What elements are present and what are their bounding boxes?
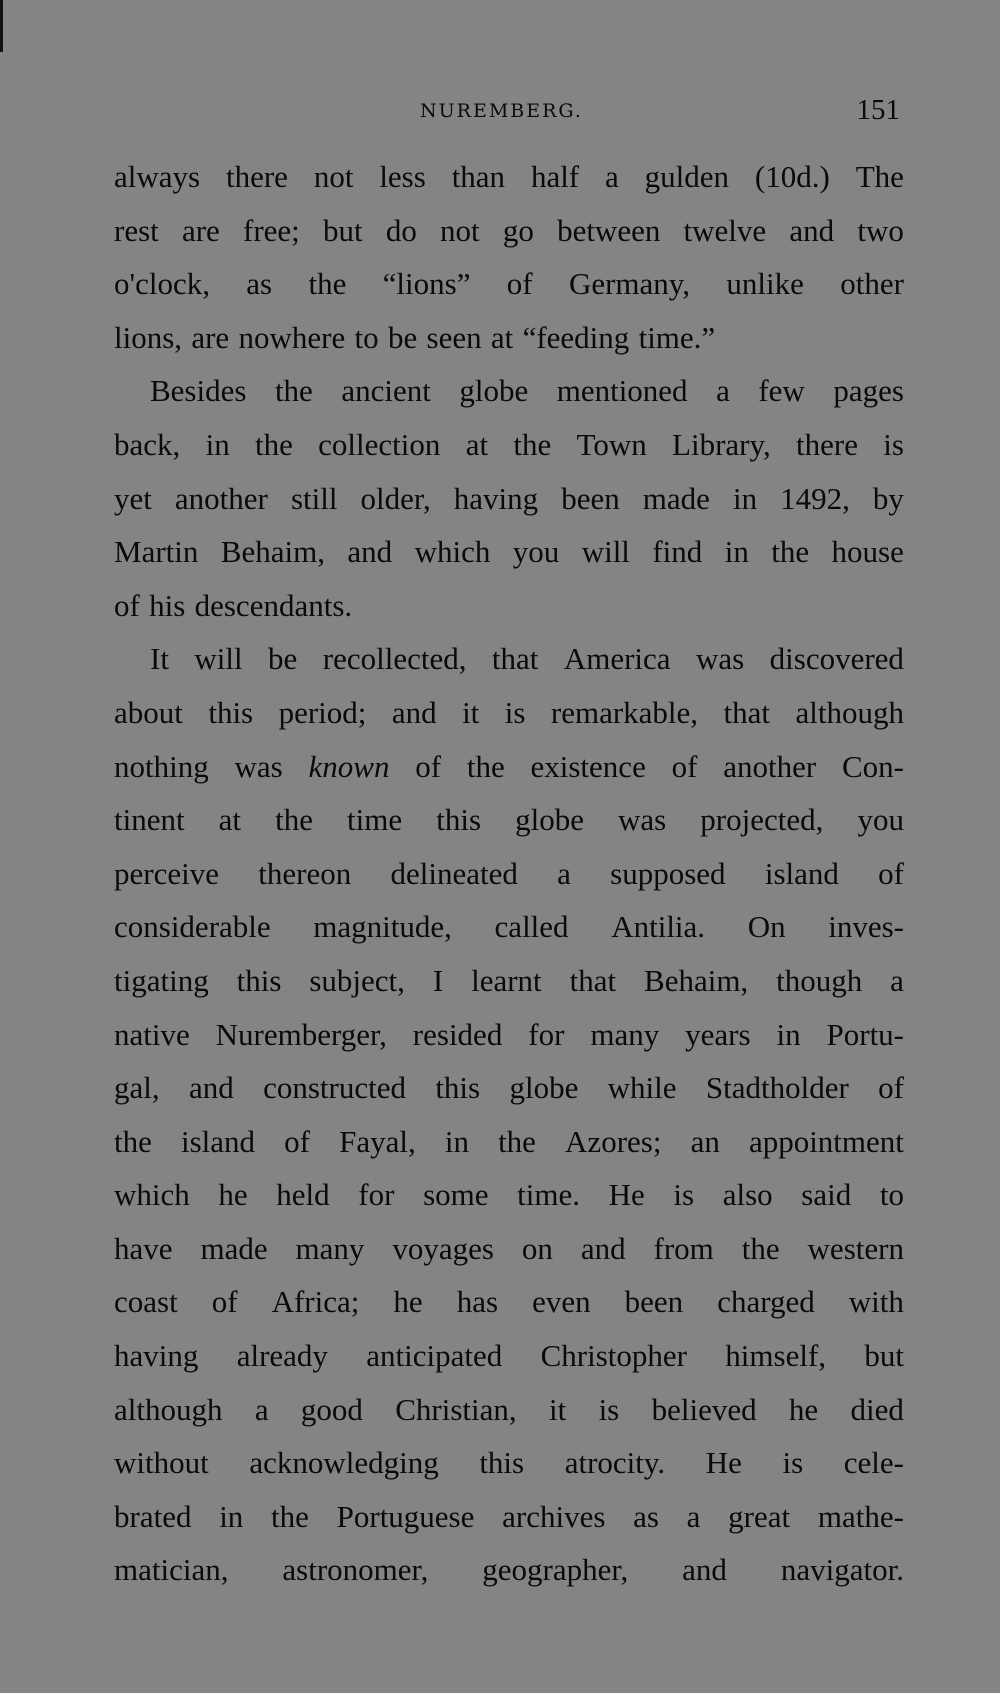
word: which [114, 1177, 190, 1213]
word: supposed [610, 855, 726, 891]
word: and [391, 694, 437, 730]
word: it [549, 1391, 567, 1427]
word: with [848, 1284, 904, 1320]
word: time [347, 802, 403, 838]
word: island [180, 1123, 256, 1159]
word: of [671, 748, 698, 784]
word: The [855, 159, 904, 194]
word: some [423, 1177, 489, 1213]
word: Azores; [565, 1123, 662, 1159]
word: matician, [114, 1552, 229, 1588]
word: two [857, 212, 904, 248]
word: and [580, 1230, 626, 1266]
word: having [453, 480, 539, 516]
word: having [114, 1338, 199, 1374]
word: subject, [309, 962, 405, 998]
word: Behaim, [644, 962, 749, 998]
word: is [883, 426, 904, 462]
word: there [225, 159, 288, 194]
word: constructed [263, 1070, 406, 1106]
word: of [878, 1070, 904, 1106]
word: as [633, 1498, 659, 1534]
word: astronomer, [282, 1552, 429, 1588]
word: will [581, 534, 630, 570]
word: a [557, 855, 571, 891]
text-line-8 [114, 525, 904, 579]
text-line-11 [114, 686, 904, 740]
word: thereon [258, 855, 352, 891]
word: Germany, [568, 266, 691, 302]
word: a [686, 1498, 701, 1534]
word: of [878, 855, 904, 891]
text-line-23 [114, 1329, 904, 1383]
word: Antilia. [611, 909, 706, 945]
word: recollected, [322, 641, 467, 677]
word: On [747, 909, 786, 945]
word: at [490, 319, 514, 355]
word: few [758, 373, 805, 409]
word: between [557, 212, 661, 248]
word: the [274, 373, 313, 409]
text-line-17 [114, 1008, 904, 1062]
word: by [872, 480, 904, 516]
word: believed [651, 1391, 757, 1427]
word: his [149, 587, 186, 623]
word: I [432, 962, 444, 998]
word: island [764, 855, 839, 891]
word: he [393, 1284, 423, 1320]
word: of [114, 587, 140, 623]
word: himself, [725, 1338, 827, 1374]
word: good [300, 1391, 363, 1427]
word: Town [576, 426, 647, 462]
word: archives [502, 1498, 606, 1534]
text-line-5 [114, 364, 904, 418]
word: and [682, 1552, 727, 1588]
word: the [271, 1498, 309, 1534]
word: not [313, 159, 354, 194]
word: in [776, 1016, 801, 1052]
word: remarkable, [550, 694, 699, 730]
word: gal, [114, 1070, 160, 1106]
word: in [732, 480, 758, 516]
word: another [723, 748, 817, 784]
word: be [387, 319, 418, 355]
word: America [563, 641, 671, 677]
word: of [211, 1284, 238, 1320]
word: for [528, 1016, 565, 1052]
word: Martin [114, 534, 199, 570]
word: the [741, 1230, 780, 1266]
word: always [114, 159, 201, 194]
word: back, [114, 426, 181, 462]
word: Africa; [271, 1284, 360, 1320]
text-line-7 [114, 472, 904, 526]
running-head: NUREMBERG. [420, 100, 583, 122]
text-line-26 [114, 1490, 904, 1544]
word: geographer, [482, 1552, 629, 1588]
page-header [0, 94, 1000, 130]
word: in [219, 1498, 244, 1534]
word: existence [530, 748, 646, 784]
word: ancient [341, 373, 431, 409]
text-line-12 [114, 740, 904, 794]
word: is [782, 1445, 804, 1481]
word: for [358, 1177, 395, 1213]
word: and [789, 212, 835, 248]
word: brated [114, 1498, 192, 1534]
word: was [696, 641, 745, 677]
word: called [494, 909, 569, 945]
word: at [465, 426, 489, 462]
word: atrocity. [564, 1445, 666, 1481]
word: made [642, 480, 710, 516]
text-line-18 [114, 1061, 904, 1115]
word: acknowledging [249, 1445, 439, 1481]
word: the [255, 426, 293, 462]
word: than [451, 159, 506, 194]
word: go [502, 212, 534, 248]
word: not [440, 212, 480, 248]
word: great [728, 1498, 791, 1534]
word: native [114, 1016, 190, 1052]
word: at [218, 802, 242, 838]
word: the [466, 748, 505, 784]
word: to [879, 1177, 904, 1213]
word: have [114, 1230, 173, 1266]
word: house [831, 534, 904, 570]
word: Nuremberger, [215, 1016, 387, 1052]
word: Christian, [395, 1391, 517, 1427]
word: are [181, 212, 220, 248]
word: delineated [390, 855, 518, 891]
word: this [435, 1070, 481, 1106]
word: on [521, 1230, 553, 1266]
text-line-19 [114, 1115, 904, 1169]
word: magnitude, [313, 909, 452, 945]
word: unlike [726, 266, 804, 302]
word: navigator. [780, 1552, 904, 1588]
word: even [532, 1284, 591, 1320]
word: Portuguese [336, 1498, 475, 1534]
word: tinent [114, 802, 185, 838]
word: was [618, 802, 667, 838]
word: and [347, 534, 393, 570]
word: is [504, 694, 526, 730]
word: as [246, 266, 273, 302]
word: was [234, 748, 283, 784]
word: while [607, 1070, 677, 1106]
word: to [354, 319, 379, 355]
word: inves- [828, 909, 904, 945]
word: that [569, 962, 617, 998]
word: (10d.) [754, 159, 830, 194]
word: considerable [114, 909, 271, 945]
word: been [624, 1284, 684, 1320]
word: there [796, 426, 858, 462]
word: perceive [114, 855, 219, 891]
word: you [857, 802, 904, 838]
word: learnt [471, 962, 542, 998]
word: held [276, 1177, 330, 1213]
word: that [491, 641, 539, 677]
word: mentioned [556, 373, 688, 409]
word: although [795, 694, 904, 730]
word: are [191, 319, 230, 355]
word: this [236, 962, 282, 998]
word: died [850, 1391, 904, 1427]
word: he [788, 1391, 819, 1427]
word: the [498, 1123, 536, 1159]
text-line-22 [114, 1275, 904, 1329]
text-line-1 [114, 150, 904, 204]
word: in [724, 534, 749, 570]
scan-edge-mark [0, 0, 3, 52]
word: half [530, 159, 580, 194]
word: but [864, 1338, 904, 1374]
word: said [801, 1177, 852, 1213]
word: twelve [683, 212, 767, 248]
word: period; [278, 694, 367, 730]
word: coast [114, 1284, 178, 1320]
word: do [385, 212, 417, 248]
word: already [236, 1338, 328, 1374]
text-line-15 [114, 900, 904, 954]
text-line-9 [114, 579, 904, 633]
word: Con- [841, 748, 904, 784]
word: about [114, 694, 183, 730]
word: other [840, 266, 904, 302]
word: time. [517, 1177, 580, 1213]
word: it [462, 694, 480, 730]
word: globe [459, 373, 529, 409]
word: tigating [114, 962, 209, 998]
text-line-10 [114, 632, 904, 686]
word: Library, [672, 426, 771, 462]
word: time.” [638, 319, 716, 355]
word: projected, [700, 802, 824, 838]
word: Christopher [540, 1338, 687, 1374]
text-line-21 [114, 1222, 904, 1276]
text-line-14 [114, 847, 904, 901]
word: descendants. [194, 587, 353, 623]
word: Fayal, [339, 1123, 416, 1159]
word: o'clock, [114, 266, 210, 302]
text-line-24 [114, 1383, 904, 1437]
text-line-27 [114, 1543, 904, 1597]
body-text [114, 150, 904, 1597]
word: also [722, 1177, 773, 1213]
word: he [218, 1177, 248, 1213]
text-line-25 [114, 1436, 904, 1490]
word: free; [243, 212, 300, 248]
word: less [379, 159, 426, 194]
word: a [716, 373, 730, 409]
word: find [652, 534, 703, 570]
word: Stadtholder [705, 1070, 849, 1106]
page-number: 151 [856, 94, 900, 126]
word: older, [360, 480, 431, 516]
text-line-3 [114, 257, 904, 311]
word: still [290, 480, 338, 516]
word: known [308, 748, 390, 784]
text-line-20 [114, 1168, 904, 1222]
word: from [653, 1230, 714, 1266]
word: globe [509, 1070, 579, 1106]
word: nothing [114, 748, 209, 784]
word: be [268, 641, 298, 677]
word: this [479, 1445, 525, 1481]
word: and [188, 1070, 234, 1106]
word: in [444, 1123, 469, 1159]
word: been [561, 480, 620, 516]
word: has [456, 1284, 499, 1320]
word: that [723, 694, 771, 730]
word: mathe- [817, 1498, 904, 1534]
word: a [605, 159, 619, 194]
text-line-2 [114, 204, 904, 258]
word: an [690, 1123, 720, 1159]
word: anticipated [366, 1338, 503, 1374]
word: yet [114, 480, 152, 516]
word: a [254, 1391, 269, 1427]
word: “lions” [382, 266, 471, 302]
word: the [513, 426, 552, 462]
word: without [114, 1445, 209, 1481]
word: western [807, 1230, 904, 1266]
word: of [284, 1123, 310, 1159]
word: many [295, 1230, 365, 1266]
word: which [414, 534, 491, 570]
word: lions, [114, 319, 183, 355]
word: you [512, 534, 560, 570]
text-line-16 [114, 954, 904, 1008]
text-line-13 [114, 793, 904, 847]
word: many [590, 1016, 660, 1052]
word: will [194, 641, 243, 677]
word: gulden [644, 159, 730, 194]
word: charged [717, 1284, 815, 1320]
word: “feeding [522, 319, 630, 355]
word: although [114, 1391, 223, 1427]
word: though [776, 962, 863, 998]
word: He [705, 1445, 742, 1481]
word: but [323, 212, 363, 248]
word: this [436, 802, 482, 838]
word: seen [426, 319, 482, 355]
word: is [598, 1391, 620, 1427]
word: of [415, 748, 442, 784]
text-line-6 [114, 418, 904, 472]
word: voyages [392, 1230, 494, 1266]
word: nowhere [238, 319, 346, 355]
word: globe [515, 802, 584, 838]
word: the [308, 266, 347, 302]
word: this [208, 694, 254, 730]
word: appointment [748, 1123, 904, 1159]
word: cele- [843, 1445, 904, 1481]
word: It [150, 641, 169, 677]
word: a [890, 962, 904, 998]
word: resided [412, 1016, 503, 1052]
text-line-4 [114, 311, 904, 365]
word: Besides [150, 373, 247, 409]
word: He [608, 1177, 645, 1213]
word: the [114, 1123, 152, 1159]
word: Behaim, [220, 534, 325, 570]
word: Portu- [826, 1016, 904, 1052]
word: years [685, 1016, 751, 1052]
word: is [673, 1177, 695, 1213]
word: discovered [769, 641, 904, 677]
word: collection [318, 426, 441, 462]
word: the [771, 534, 810, 570]
word: the [275, 802, 313, 838]
word: made [200, 1230, 268, 1266]
word: another [174, 480, 268, 516]
word: of [506, 266, 533, 302]
word: pages [833, 373, 904, 409]
word: rest [114, 212, 159, 248]
word: in [205, 426, 230, 462]
word: 1492, [780, 480, 850, 516]
